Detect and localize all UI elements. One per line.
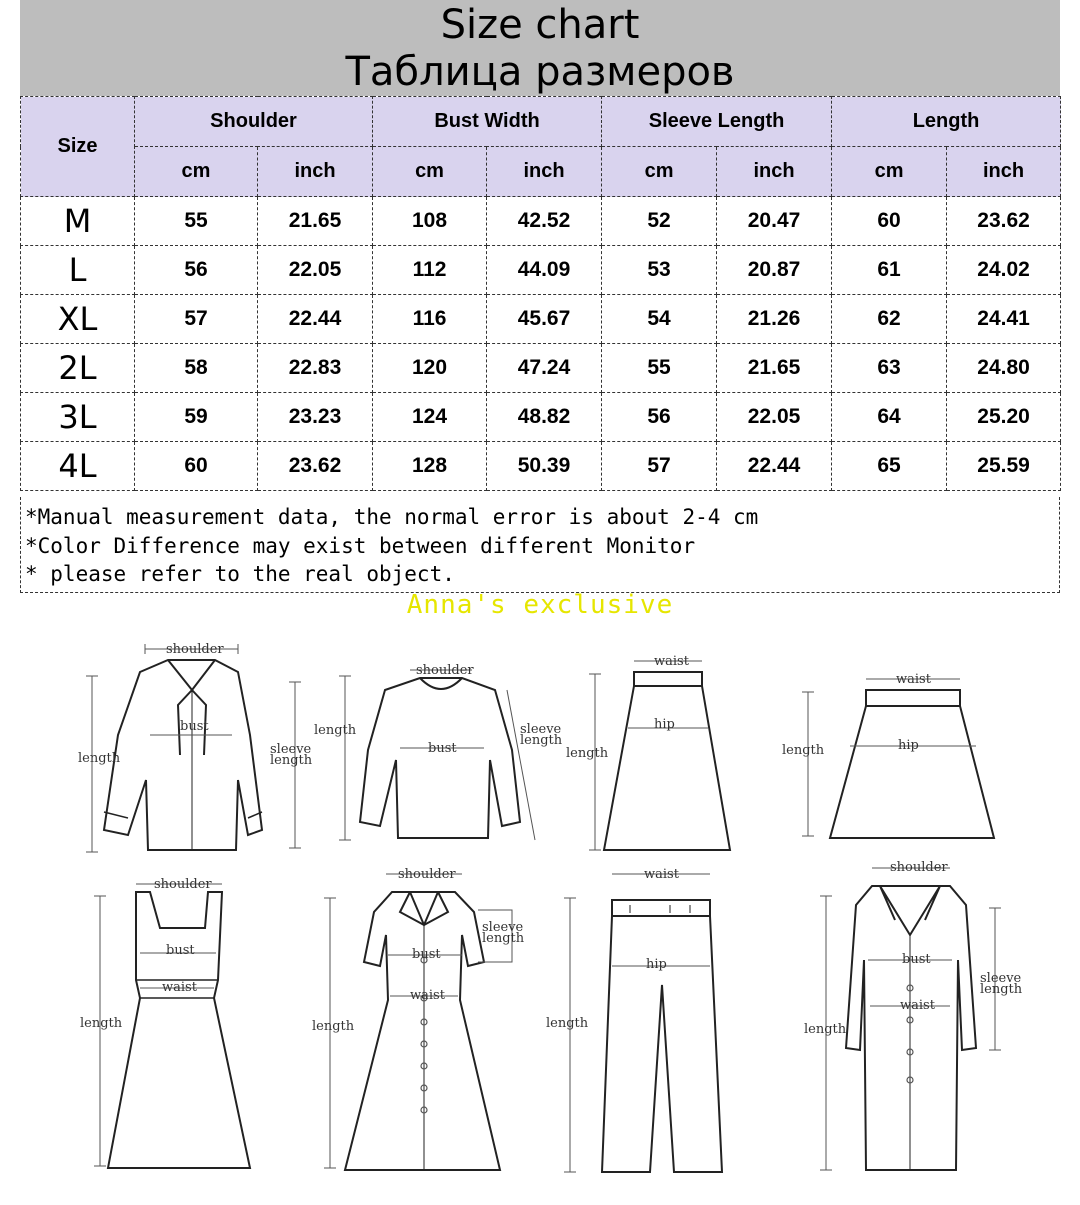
label-sleeve: sleeve <box>482 920 524 935</box>
measurement-cell: 57 <box>135 295 258 344</box>
label-hip: hip <box>654 717 675 732</box>
label-length: length <box>312 1019 355 1034</box>
measurement-cell: 25.59 <box>947 442 1061 491</box>
measurement-cell: 61 <box>832 246 947 295</box>
measurement-cell: 21.65 <box>717 344 832 393</box>
label-shoulder: shoulder <box>890 860 948 875</box>
label-length: length <box>78 751 121 766</box>
measurement-cell: 124 <box>373 393 487 442</box>
measurement-cell: 23.23 <box>258 393 373 442</box>
measurement-cell: 64 <box>832 393 947 442</box>
tshirt-diagram <box>314 663 563 840</box>
label-length: length <box>314 723 357 738</box>
label-bust: bust <box>180 719 209 734</box>
group-header-bust-width: Bust Width <box>373 97 602 147</box>
measurement-cell: 112 <box>373 246 487 295</box>
size-cell: 2L <box>21 344 135 393</box>
measurement-cell: 54 <box>602 295 717 344</box>
size-cell: M <box>21 197 135 246</box>
measurement-cell: 21.26 <box>717 295 832 344</box>
group-header-sleeve-length: Sleeve Length <box>602 97 832 147</box>
measurement-cell: 50.39 <box>487 442 602 491</box>
label-waist: waist <box>410 988 445 1003</box>
label-length: length <box>80 1016 123 1031</box>
label-waist: waist <box>644 867 679 882</box>
measurement-cell: 25.20 <box>947 393 1061 442</box>
size-cell: 3L <box>21 393 135 442</box>
label-sleeve-length: length <box>482 931 525 946</box>
measurement-cell: 57 <box>602 442 717 491</box>
measurement-cell: 24.02 <box>947 246 1061 295</box>
measurement-cell: 62 <box>832 295 947 344</box>
blouse-diagram <box>78 642 313 852</box>
label-bust: bust <box>166 943 195 958</box>
unit-header: inch <box>258 147 373 197</box>
unit-header: inch <box>947 147 1061 197</box>
size-column-header: Size <box>21 97 135 197</box>
measurement-cell: 53 <box>602 246 717 295</box>
long-skirt-diagram <box>566 654 730 850</box>
measurement-cell: 55 <box>135 197 258 246</box>
label-shoulder: shoulder <box>398 867 456 882</box>
measurement-cell: 45.67 <box>487 295 602 344</box>
unit-header: inch <box>487 147 602 197</box>
label-bust: bust <box>902 952 931 967</box>
measurement-cell: 21.65 <box>258 197 373 246</box>
label-sleeve-length: length <box>270 753 313 768</box>
unit-header: cm <box>135 147 258 197</box>
label-bust: bust <box>428 741 457 756</box>
measurement-cell: 22.05 <box>717 393 832 442</box>
measurement-cell: 116 <box>373 295 487 344</box>
label-sleeve: sleeve <box>520 722 562 737</box>
label-hip: hip <box>898 738 919 753</box>
unit-header: inch <box>717 147 832 197</box>
pants-diagram <box>546 867 722 1172</box>
measurement-cell: 108 <box>373 197 487 246</box>
title-english: Size chart <box>440 2 640 48</box>
measurement-cell: 58 <box>135 344 258 393</box>
size-cell: XL <box>21 295 135 344</box>
measurement-cell: 47.24 <box>487 344 602 393</box>
note-line: *Manual measurement data, the normal error is about 2-4 cm <box>25 505 759 529</box>
measurement-cell: 63 <box>832 344 947 393</box>
measurement-cell: 22.05 <box>258 246 373 295</box>
measurement-cell: 23.62 <box>947 197 1061 246</box>
label-bust: bust <box>412 947 441 962</box>
measurement-cell: 48.82 <box>487 393 602 442</box>
group-header-shoulder: Shoulder <box>135 97 373 147</box>
label-length: length <box>804 1022 847 1037</box>
measurement-cell: 55 <box>602 344 717 393</box>
measurement-cell: 65 <box>832 442 947 491</box>
size-cell: L <box>21 246 135 295</box>
measurement-cell: 120 <box>373 344 487 393</box>
measurement-cell: 22.44 <box>258 295 373 344</box>
measurement-cell: 128 <box>373 442 487 491</box>
brand-watermark: Anna's exclusive <box>406 590 674 620</box>
dress-diagram <box>80 877 250 1168</box>
label-waist: waist <box>654 654 689 669</box>
label-sleeve: sleeve <box>980 971 1022 986</box>
note-line: * please refer to the real object. <box>25 562 455 586</box>
measurement-cell: 44.09 <box>487 246 602 295</box>
label-shoulder: shoulder <box>154 877 212 892</box>
label-shoulder: shoulder <box>166 642 224 657</box>
label-sleeve-length: length <box>980 982 1023 997</box>
coat-diagram <box>804 860 1023 1170</box>
shirt-dress-diagram <box>312 867 525 1170</box>
measurement-cell: 20.87 <box>717 246 832 295</box>
unit-header: cm <box>602 147 717 197</box>
label-sleeve-length: length <box>520 733 563 748</box>
label-waist: waist <box>900 998 935 1013</box>
label-hip: hip <box>646 957 667 972</box>
label-shoulder: shoulder <box>416 663 474 678</box>
label-waist: waist <box>896 672 931 687</box>
measurement-cell: 22.83 <box>258 344 373 393</box>
short-skirt-diagram <box>782 672 994 838</box>
label-length: length <box>782 743 825 758</box>
label-length: length <box>546 1016 589 1031</box>
label-waist: waist <box>162 980 197 995</box>
measurement-cell: 24.41 <box>947 295 1061 344</box>
unit-header: cm <box>373 147 487 197</box>
size-cell: 4L <box>21 442 135 491</box>
measurement-cell: 23.62 <box>258 442 373 491</box>
measurement-cell: 60 <box>135 442 258 491</box>
group-header-length: Length <box>832 97 1061 147</box>
label-sleeve: sleeve <box>270 742 312 757</box>
measurement-cell: 42.52 <box>487 197 602 246</box>
measurement-cell: 24.80 <box>947 344 1061 393</box>
measurement-cell: 60 <box>832 197 947 246</box>
title-russian: Таблица размеров <box>345 49 735 95</box>
note-line: *Color Difference may exist between different Monitor <box>25 533 696 558</box>
measurement-cell: 22.44 <box>717 442 832 491</box>
label-length: length <box>566 746 609 761</box>
measurement-cell: 59 <box>135 393 258 442</box>
unit-header: cm <box>832 147 947 197</box>
measurement-cell: 56 <box>602 393 717 442</box>
measurement-cell: 52 <box>602 197 717 246</box>
measurement-cell: 56 <box>135 246 258 295</box>
measurement-cell: 20.47 <box>717 197 832 246</box>
